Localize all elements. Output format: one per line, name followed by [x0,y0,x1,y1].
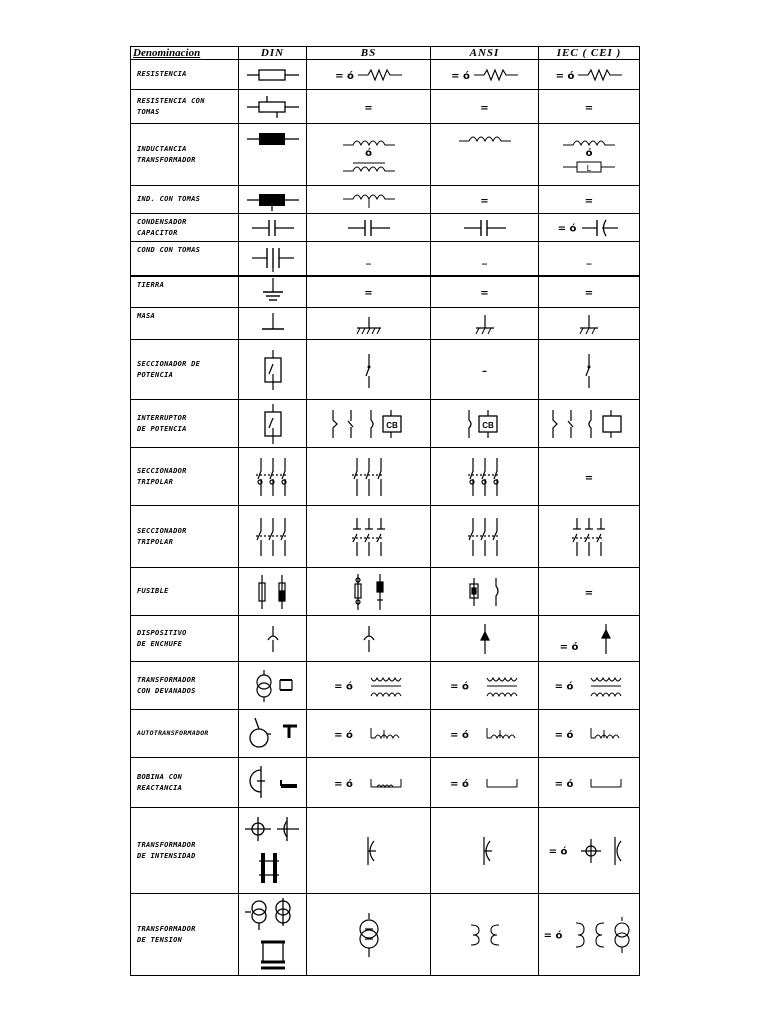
coil-symbol [341,134,397,148]
table-row [131,662,640,710]
table-row [131,242,640,276]
din-symbol [239,276,307,308]
current-transformer-symbol [241,813,305,889]
ansi-symbol [431,90,539,124]
row-label: SECCIONADOR DE POTENCIA [131,340,239,400]
reactance-coil-symbol [243,764,303,802]
din-symbol [239,186,307,214]
plug-socket-symbol [473,622,497,656]
iec-symbol [539,400,640,448]
ansi-symbol [431,276,539,308]
din-symbol [239,568,307,616]
table-row [131,214,640,242]
ansi-symbol [431,616,539,662]
ansi-symbol [431,400,539,448]
circuit-breaker-variants-symbol [327,408,411,440]
din-symbol [239,616,307,662]
equivalence-text: = ó [334,681,353,693]
iec-symbol [539,506,640,568]
ansi-symbol [431,894,539,976]
ansi-symbol [431,214,539,242]
disconnector-symbol [579,350,599,390]
din-symbol [239,710,307,758]
table-row [131,506,640,568]
autotransformer-winding-symbol [369,726,403,742]
plug-socket-symbol [357,622,381,656]
chassis-ground-icon [258,311,288,337]
iec-symbol [539,242,640,276]
table-row [131,710,640,758]
power-disconnector-symbol [258,350,288,390]
reactance-winding-symbol [369,776,403,790]
equivalence-text: = ó [555,70,575,82]
row-label: INDUCTANCIA TRANSFORMADOR [131,124,239,186]
row-label: TRANSFORMADOR DE TENSION [131,894,239,976]
table-row [131,124,640,186]
tripolar-switch-symbol [349,456,389,498]
ansi-symbol [431,758,539,808]
tripolar-switch-symbol [253,456,293,498]
chassis-ground-icon [470,311,500,337]
iec-symbol [539,894,640,976]
tapped-coil-symbol [341,190,397,210]
equivalence-text: = ó [557,223,577,235]
cb-label: CB [385,420,398,430]
equivalence-text: = ó [334,778,353,790]
iec-symbol [539,808,640,894]
bs-symbol [307,808,431,894]
equivalence-text: = [584,195,594,207]
iron-core-coil-symbol [341,159,397,175]
row-label: RESISTENCIA [131,60,239,90]
row-label: TRANSFORMADOR CON DEVANADOS [131,662,239,710]
table-row [131,186,640,214]
row-label: SECCIONADOR TRIPOLAR [131,448,239,506]
fuse-symbol [344,572,394,612]
equivalence-text: = ó [335,70,354,82]
equivalence-text: = ó [554,681,574,693]
plug-socket-symbol [261,622,285,656]
table-row [131,894,640,976]
coil-symbol [457,130,513,144]
tapped-inductor-symbol [243,189,303,211]
iec-symbol [539,186,640,214]
table-row [131,808,640,894]
capacitor-symbol [248,218,298,238]
bs-symbol [307,90,431,124]
coil-symbol [561,134,617,148]
bs-symbol [307,400,431,448]
iec-symbol [539,710,640,758]
tapped-capacitor-symbol [248,244,298,272]
bs-symbol [307,124,431,186]
windings-symbol [485,674,519,698]
row-label: FUSIBLE [131,568,239,616]
ansi-symbol [431,308,539,340]
tripolar-switch-symbol [569,516,609,558]
equivalence-text: = [480,102,489,114]
iec-symbol [539,90,640,124]
polarized-capacitor-symbol [580,218,620,238]
bs-symbol [307,60,431,90]
bs-symbol [307,710,431,758]
row-label: TRANSFORMADOR DE INTENSIDAD [131,808,239,894]
voltage-transformer-symbol [570,915,634,955]
iec-symbol [539,340,640,400]
ansi-symbol [431,808,539,894]
windings-symbol [369,674,403,698]
autotransformer-winding-symbol [589,726,623,742]
row-label: BOBINA CON REACTANCIA [131,758,239,808]
table-row [131,758,640,808]
row-label: AUTOTRANSFORMADOR [131,710,239,758]
bs-symbol [307,340,431,400]
equivalence-text: = [364,287,373,299]
equivalence-text: = ó [543,930,563,942]
bs-symbol [307,758,431,808]
autotransformer-winding-symbol [485,726,519,742]
row-label: CONDENSADOR CAPACITOR [131,214,239,242]
equivalence-text: _ [366,254,371,266]
reactance-winding-symbol [485,776,519,790]
equivalence-text: – [482,365,487,377]
equivalence-text: = ó [451,70,470,82]
bs-symbol [307,308,431,340]
equivalence-text: ó [585,148,593,159]
equivalence-text: = ó [334,729,353,741]
din-symbol [239,808,307,894]
row-label: COND CON TOMAS [131,242,239,276]
transformer-symbol [250,668,296,704]
din-symbol [239,758,307,808]
header-din: DIN [239,47,307,60]
voltage-transformer-symbol [241,896,305,974]
table-row [131,616,640,662]
table-row [131,60,640,90]
inductor-box-symbol [561,159,617,175]
table-row [131,568,640,616]
voltage-transformer-symbol [356,911,382,959]
bs-symbol [307,448,431,506]
equivalence-text: = [584,472,594,484]
current-transformer-symbol [475,835,495,867]
circuit-breaker-variants-symbol [463,408,507,440]
equivalence-text: = [584,102,594,114]
circuit-breaker-variants-symbol [547,408,631,440]
row-label: RESISTENCIA CON TOMAS [131,90,239,124]
bs-symbol [307,214,431,242]
equivalence-text: _ [586,254,592,266]
ansi-symbol [431,448,539,506]
ground-icon [258,278,288,306]
tripolar-switch-symbol [465,456,505,498]
equivalence-text: = [480,195,489,207]
equivalence-text: _ [482,254,487,266]
table-row [131,90,640,124]
equivalence-text: ó [365,148,372,159]
bs-symbol [307,568,431,616]
svg-text:L: L [586,164,592,173]
table-row [131,340,640,400]
din-symbol [239,242,307,276]
din-symbol [239,894,307,976]
header-row [131,47,640,60]
bs-symbol [307,894,431,976]
ansi-symbol [431,662,539,710]
autotransformer-symbol [243,714,303,754]
equivalence-text: = ó [548,846,568,858]
ansi-symbol [431,340,539,400]
tripolar-switch-symbol [349,516,389,558]
iec-symbol [539,662,640,710]
bs-symbol [307,276,431,308]
current-transformer-symbol [359,835,379,867]
bs-symbol [307,242,431,276]
equivalence-text: = ó [450,681,469,693]
bs-symbol [307,186,431,214]
header-denominacion: Denominacion [131,47,239,60]
iec-symbol [539,124,640,186]
header-ansi: ANSI [431,47,539,60]
din-symbol [239,214,307,242]
row-label: TIERRA [131,276,239,308]
ansi-symbol [431,506,539,568]
windings-symbol [589,674,623,698]
chassis-ground-icon [574,311,604,337]
equivalence-text: = [584,587,594,599]
header-bs: BS [307,47,431,60]
tripolar-switch-symbol [253,516,293,558]
din-symbol [239,90,307,124]
inductor-block-symbol [243,130,303,148]
iec-symbol [539,60,640,90]
tripolar-switch-symbol [465,516,505,558]
ansi-symbol [431,186,539,214]
iec-symbol [539,214,640,242]
din-symbol [239,60,307,90]
table-row [131,308,640,340]
plug-socket-symbol [594,622,618,656]
equivalence-text: = ó [554,778,574,790]
header-iec: IEC ( CEI ) [539,47,640,60]
cb-label: CB [481,420,494,430]
iec-symbol [539,308,640,340]
din-symbol [239,448,307,506]
din-symbol [239,340,307,400]
resistor-symbol [243,65,303,85]
bs-symbol [307,616,431,662]
ansi-symbol [431,242,539,276]
din-symbol [239,400,307,448]
ansi-symbol [431,710,539,758]
table-row [131,400,640,448]
iec-symbol [539,568,640,616]
disconnector-symbol [359,350,379,390]
equivalence-text: = ó [559,642,579,654]
capacitor-symbol [460,218,510,238]
voltage-transformer-symbol [465,921,505,949]
bs-symbol [307,662,431,710]
row-label: MASA [131,308,239,340]
equivalence-text: = [364,102,373,114]
zigzag-resistor-symbol [578,68,622,82]
table-row [131,448,640,506]
din-symbol [239,308,307,340]
din-symbol [239,124,307,186]
iec-symbol [539,616,640,662]
reactance-winding-symbol [589,776,623,790]
din-symbol [239,662,307,710]
ansi-symbol [431,568,539,616]
zigzag-resistor-symbol [358,68,402,82]
ansi-symbol [431,60,539,90]
current-transformer-symbol [579,835,629,867]
zigzag-resistor-symbol [474,68,518,82]
electrical-symbols-table [130,46,640,976]
tapped-resistor-symbol [243,95,303,119]
bs-symbol [307,506,431,568]
chassis-ground-icon [352,311,386,337]
ansi-symbol [431,124,539,186]
row-label: IND. CON TOMAS [131,186,239,214]
din-symbol [239,506,307,568]
row-label: INTERRUPTOR DE POTENCIA [131,400,239,448]
row-label: SECCIONADOR TRIPOLAR [131,506,239,568]
equivalence-text: = [584,287,594,299]
iec-symbol [539,276,640,308]
iec-symbol [539,758,640,808]
equivalence-text: = ó [554,729,574,741]
equivalence-text: = ó [450,778,469,790]
iec-symbol [539,448,640,506]
fuse-symbol [250,573,296,611]
circuit-breaker-symbol [258,404,288,444]
table-row [131,276,640,308]
equivalence-text: = [480,287,489,299]
symbol-table-sheet [130,46,639,977]
row-label: DISPOSITIVO DE ENCHUFE [131,616,239,662]
equivalence-text: = ó [450,729,469,741]
fuse-symbol [460,572,510,612]
capacitor-symbol [344,218,394,238]
